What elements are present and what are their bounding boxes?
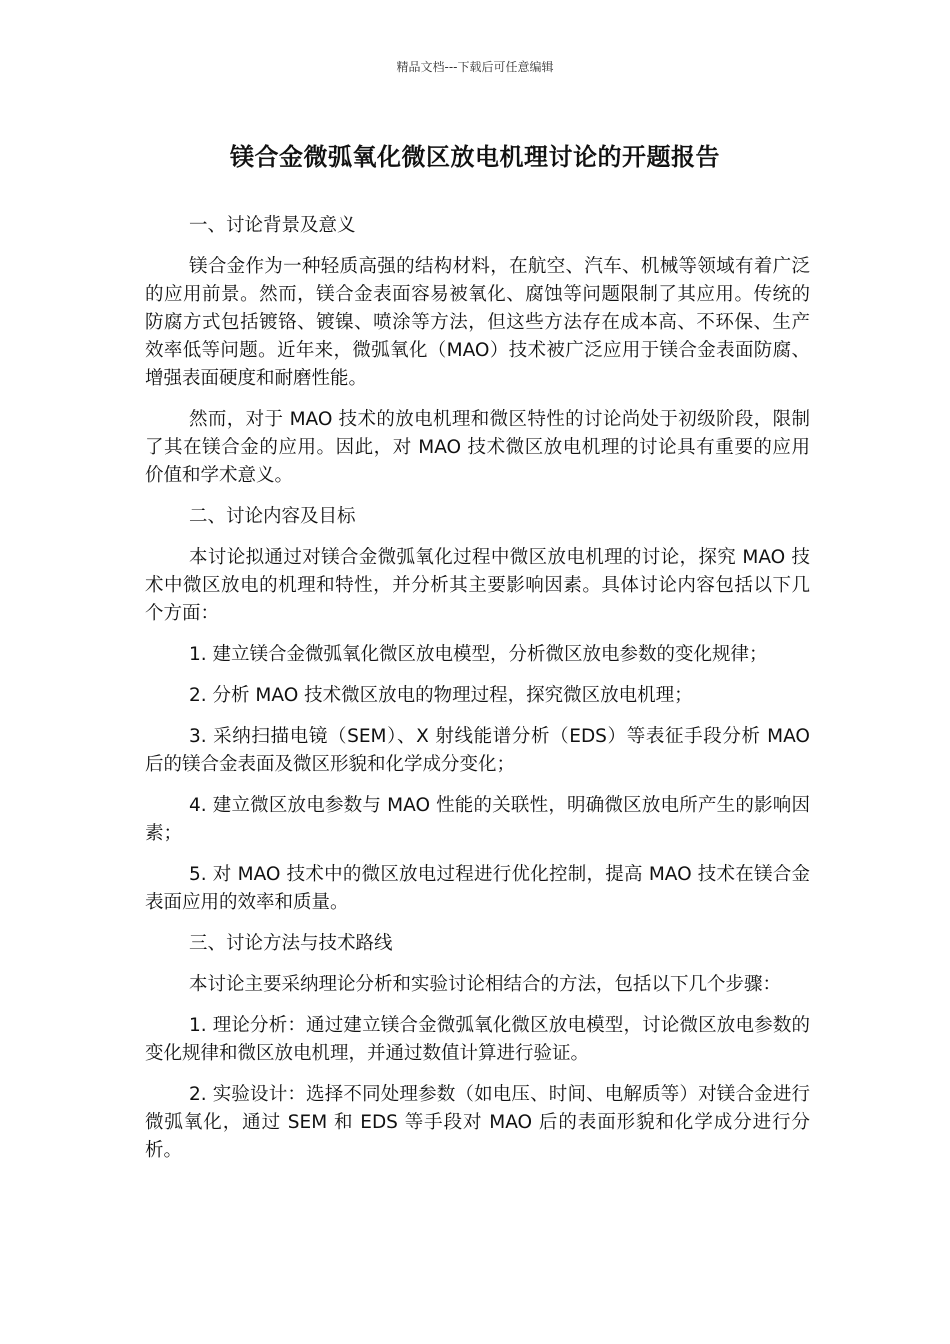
list-item-methods-1: 1. 理论分析：通过建立镁合金微弧氧化微区放电模型，讨论微区放电参数的变化规律和微区放电机理，并通过数值计算进行验证。 (145, 1015, 810, 1064)
list-item-content-5: 5. 对 MAO 技术中的微区放电过程进行优化控制，提高 MAO 技术在镁合金表面应用的效率和质量。 (145, 864, 810, 913)
paragraph-background-1: 镁合金作为一种轻质高强的结构材料，在航空、汽车、机械等领域有着广泛的应用前景。然而，镁合金表面容易被氧化、腐蚀等问题限制了其应用。传统的防腐方式包括镀铬、镀镍、喷涂等方法，但这些方法存在成本高、不环保、生产效率低等问题。近年来，微弧氧化（MAO）技术被广泛应用于镁合金表面防腐、增强表面硬度和耐磨性能。 (145, 256, 810, 389)
document-body (145, 212, 810, 1178)
list-item-content-2: 2. 分析 MAO 技术微区放电的物理过程，探究微区放电机理； (189, 685, 693, 706)
section-heading-background: 一、讨论背景及意义 (189, 215, 356, 236)
paragraph-content-intro: 本讨论拟通过对镁合金微弧氧化过程中微区放电机理的讨论，探究 MAO 技术中微区放电的机理和特性，并分析其主要影响因素。具体讨论内容包括以下几个方面： (145, 547, 810, 624)
list-item-methods-2: 2. 实验设计：选择不同处理参数（如电压、时间、电解质等）对镁合金进行微弧氧化，通过 SEM 和 EDS 等手段对 MAO 后的表面形貌和化学成分进行分析。 (145, 1084, 810, 1161)
paragraph-methods-intro: 本讨论主要采纳理论分析和实验讨论相结合的方法，包括以下几个步骤： (189, 974, 782, 995)
section-heading-methods: 三、讨论方法与技术路线 (189, 933, 393, 954)
list-item-content-3: 3. 采纳扫描电镜（SEM）、X 射线能谱分析（EDS）等表征手段分析 MAO 后的镁合金表面及微区形貌和化学成分变化； (145, 726, 810, 775)
paragraph-background-2: 然而，对于 MAO 技术的放电机理和微区特性的讨论尚处于初级阶段，限制了其在镁合金的应用。因此，对 MAO 技术微区放电机理的讨论具有重要的应用价值和学术意义。 (145, 409, 810, 486)
header-note: 精品文档---下载后可任意编辑 (396, 60, 554, 74)
list-item-content-4: 4. 建立微区放电参数与 MAO 性能的关联性，明确微区放电所产生的影响因素； (145, 795, 810, 844)
list-item-content-1: 1. 建立镁合金微弧氧化微区放电模型，分析微区放电参数的变化规律； (189, 644, 768, 665)
section-heading-content: 二、讨论内容及目标 (189, 506, 356, 527)
document-title: 镁合金微弧氧化微区放电机理讨论的开题报告 (230, 143, 720, 171)
